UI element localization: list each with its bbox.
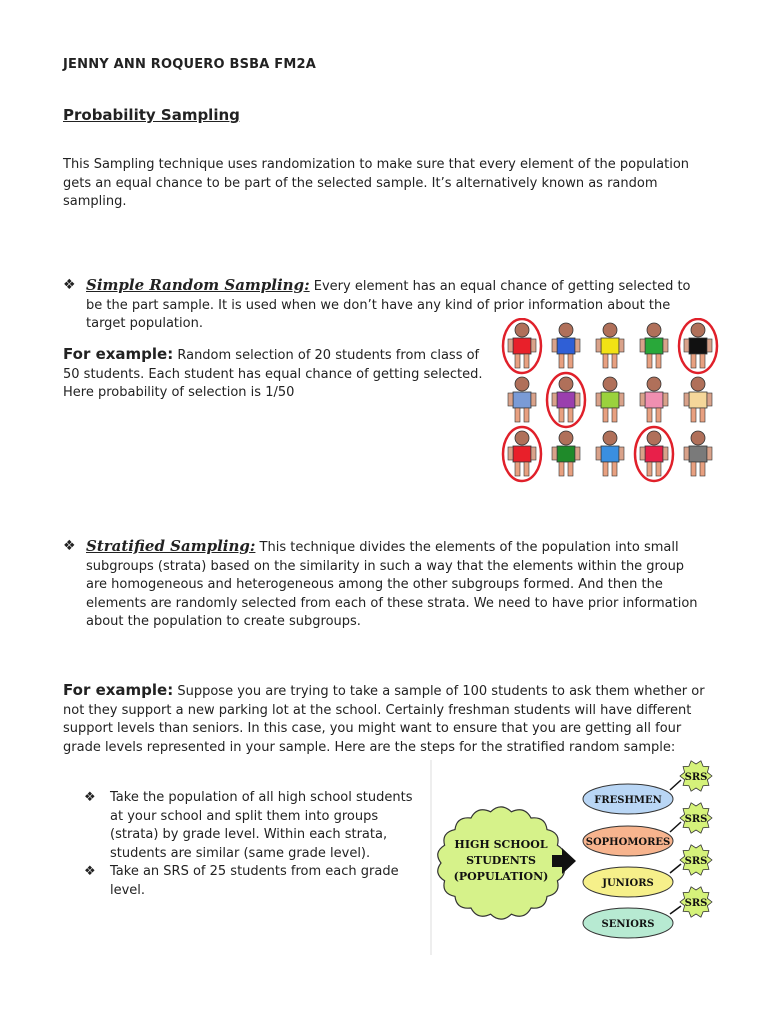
- srs-label: SRS: [684, 898, 708, 909]
- step-text: Take an SRS of 25 students from each grade level.: [110, 864, 399, 898]
- student-figure: [596, 431, 624, 476]
- stratified-steps-list: [84, 789, 414, 900]
- simple-random-text: Every element has an equal chance of getting selected to be the part sample. It is used when we don’t have any kind of prior information about the target population.: [86, 279, 691, 331]
- example-text: Suppose you are trying to take a sample of 100 students to ask them whether or not they support a new parking lot at the school. Certainly freshman students will have different support levels than seniors. In this case, you might want to ensure that you are getting all four grade levels represented in your sample. Here are the steps for the stratified random sample:: [63, 684, 705, 755]
- student-figure: [552, 431, 580, 476]
- random-selection-illustration: [500, 318, 722, 488]
- student-figure: [640, 377, 668, 422]
- diamond-bullet-icon: ❖: [63, 538, 76, 554]
- intro-paragraph: This Sampling technique uses randomization to make sure that every element of the population gets an equal chance to be part of the selected sample. It’s alternatively known as random sampling.: [63, 157, 690, 209]
- list-item: [84, 863, 414, 900]
- simple-random-example: [63, 345, 493, 403]
- student-figure: [684, 377, 712, 422]
- stratified-heading: Stratified Sampling:: [86, 537, 256, 555]
- student-figure: [640, 323, 668, 368]
- student-figure: [503, 319, 541, 373]
- diamond-bullet-icon: ❖: [84, 864, 96, 879]
- population-label-2: STUDENTS: [466, 854, 536, 867]
- stratum-label: SENIORS: [601, 919, 655, 930]
- stratified-section: [86, 537, 706, 632]
- diamond-bullet-icon: ❖: [63, 277, 76, 293]
- population-label-3: (POPULATION): [453, 870, 549, 883]
- simple-random-heading-colon: :: [304, 276, 310, 294]
- example-text: Random selection of 20 students from class of 50 students. Each student has equal chance of getting selected. Here probability of selection is 1/50: [63, 348, 483, 400]
- example-label: For example:: [63, 345, 174, 363]
- student-figure: [547, 373, 585, 427]
- stratified-text: This technique divides the elements of the population into small subgroups (strata) based on the similarity in such a way that the elements within the group are homogeneous and heterogeneous among the other subgroups formed. And then the elements are randomly selected from each of these strata. We need to have prior information about the population to create subgroups.: [86, 540, 698, 629]
- population-label-1: HIGH SCHOOL: [454, 838, 548, 851]
- simple-random-heading: Simple Random Sampling: [86, 276, 305, 294]
- example-label: For example:: [63, 681, 174, 699]
- author-name: JENNY ANN ROQUERO BSBA FM2A: [63, 57, 316, 72]
- page-title: Probability Sampling: [63, 106, 240, 124]
- list-item: [84, 789, 414, 863]
- student-figure: [503, 427, 541, 481]
- srs-label: SRS: [684, 814, 708, 825]
- student-figure: [596, 323, 624, 368]
- step-text: Take the population of all high school students at your school and split them into groups (strata) by grade level. Within each strata, students are similar (same grade level).: [110, 790, 413, 861]
- stratum-label: JUNIORS: [602, 878, 654, 889]
- diamond-bullet-icon: ❖: [84, 790, 96, 805]
- student-figure: [552, 323, 580, 368]
- student-figure: [635, 427, 673, 481]
- student-figure: [508, 377, 536, 422]
- student-figure: [679, 319, 717, 373]
- stratum-label: SOPHOMORES: [585, 837, 671, 848]
- srs-label: SRS: [684, 772, 708, 783]
- srs-label: SRS: [684, 856, 708, 867]
- stratum-label: FRESHMEN: [594, 795, 662, 806]
- stratified-diagram: [428, 760, 718, 960]
- stratified-example: [63, 681, 713, 757]
- student-figure: [684, 431, 712, 476]
- student-figure: [596, 377, 624, 422]
